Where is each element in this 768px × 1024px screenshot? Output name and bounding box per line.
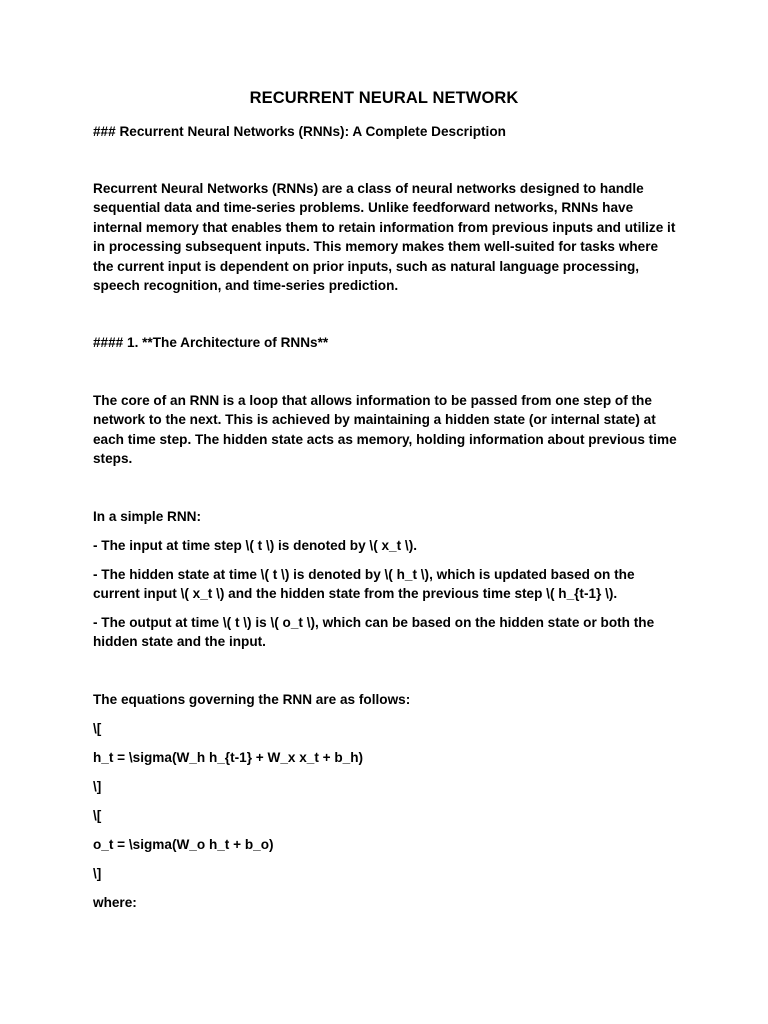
section-1-paragraph: The core of an RNN is a loop that allows information to be passed from one step of the network to the next. This is achieved by maintaining a hidden state (or internal state) at each time step. The hidden state acts as memory, holding information about previous time steps.: [93, 393, 677, 467]
simple-rnn-intro: In a simple RNN:: [93, 509, 202, 524]
where-label: where:: [93, 895, 137, 910]
bullet-input: - The input at time step \( t \) is denoted by \( x_t \).: [93, 538, 417, 553]
section-1-heading: #### 1. **The Architecture of RNNs**: [93, 335, 329, 350]
document-title: RECURRENT NEURAL NETWORK: [249, 89, 519, 107]
equation-1: h_t = \sigma(W_h h_{t-1} + W_x x_t + b_h): [93, 750, 364, 765]
document-heading: ### Recurrent Neural Networks (RNNs): A Complete Description: [93, 124, 506, 139]
equations-intro: The equations governing the RNN are as follows:: [93, 692, 411, 707]
intro-paragraph: Recurrent Neural Networks (RNNs) are a class of neural networks designed to handle sequential data and time-series problems. Unlike feedforward networks, RNNs have internal memory that enables them to retain information from previous inputs and utilize it in processing subsequent inputs. This memory makes them well-suited for tasks where the current input is dependent on prior inputs, such as natural language processing, speech recognition, and time-series prediction.: [93, 181, 676, 294]
equation-2: o_t = \sigma(W_o h_t + b_o): [93, 837, 274, 852]
equation-2-open: \[: [93, 808, 102, 823]
bullet-hidden-state: - The hidden state at time \( t \) is denoted by \( h_t \), which is updated based on the current input \( x_t \) and the hidden state from the previous time step \( h_{t-1} \).: [93, 567, 635, 602]
equation-2-close: \]: [93, 866, 102, 881]
equation-1-close: \]: [93, 779, 102, 794]
bullet-output: - The output at time \( t \) is \( o_t \), which can be based on the hidden state or both the hidden state and the input.: [93, 615, 655, 650]
equation-1-open: \[: [93, 721, 102, 736]
